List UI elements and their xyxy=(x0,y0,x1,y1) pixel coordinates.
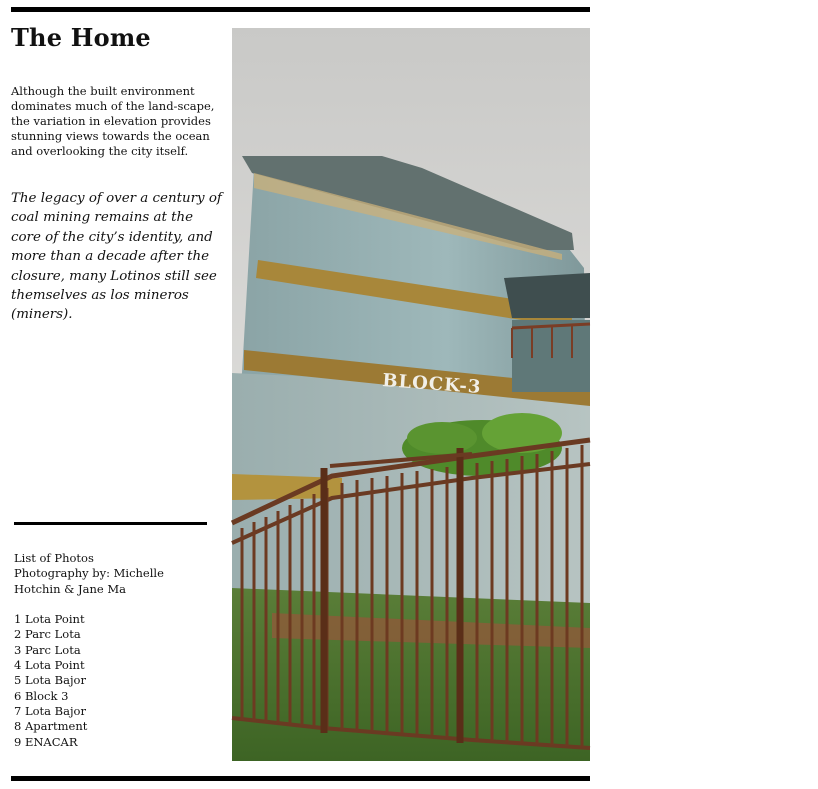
page-number: 6 xyxy=(792,769,818,787)
list-item: 3 Parc Lota xyxy=(14,642,81,657)
bottom-rule xyxy=(11,776,590,781)
list-item: 2 Parc Lota xyxy=(14,627,81,642)
page-title: The Home xyxy=(11,23,151,52)
tree xyxy=(407,422,477,454)
list-item: 5 Lota Bajor xyxy=(14,673,86,688)
photo-list-heading: List of Photos xyxy=(14,551,94,565)
block-sign: BLOCK-3 xyxy=(381,370,483,398)
list-item: 4 Lota Point xyxy=(14,658,85,673)
list-item: 6 Block 3 xyxy=(14,688,69,703)
photo-list xyxy=(14,612,214,750)
building-photo xyxy=(232,28,814,786)
list-item: 9 ENACAR xyxy=(14,734,78,749)
list-item: 8 Apartment xyxy=(14,719,88,734)
pull-quote: The legacy of over a century of coal mining remains at the core of the city’s identity, and more than a decade after the closure, many Lotinos still see themselves as los mineros (miners). xyxy=(11,191,222,323)
top-rule xyxy=(11,7,590,12)
sidebar-rule xyxy=(14,522,207,525)
list-item: 7 Lota Bajor xyxy=(14,703,86,718)
photography-byline: Photography by: Michelle Hotchin & Jane Ma xyxy=(14,566,164,596)
list-spacer xyxy=(14,597,214,612)
list-item: 1 Lota Point xyxy=(14,612,85,627)
balcony-roof xyxy=(504,273,590,318)
photo-credits xyxy=(14,551,214,750)
intro-paragraph: Although the built environment dominates much of the land-scape, the variation in elevation provides stunning views towards the ocean and overlooking the city itself. xyxy=(11,84,215,158)
block-3-building-illustration xyxy=(232,28,590,761)
